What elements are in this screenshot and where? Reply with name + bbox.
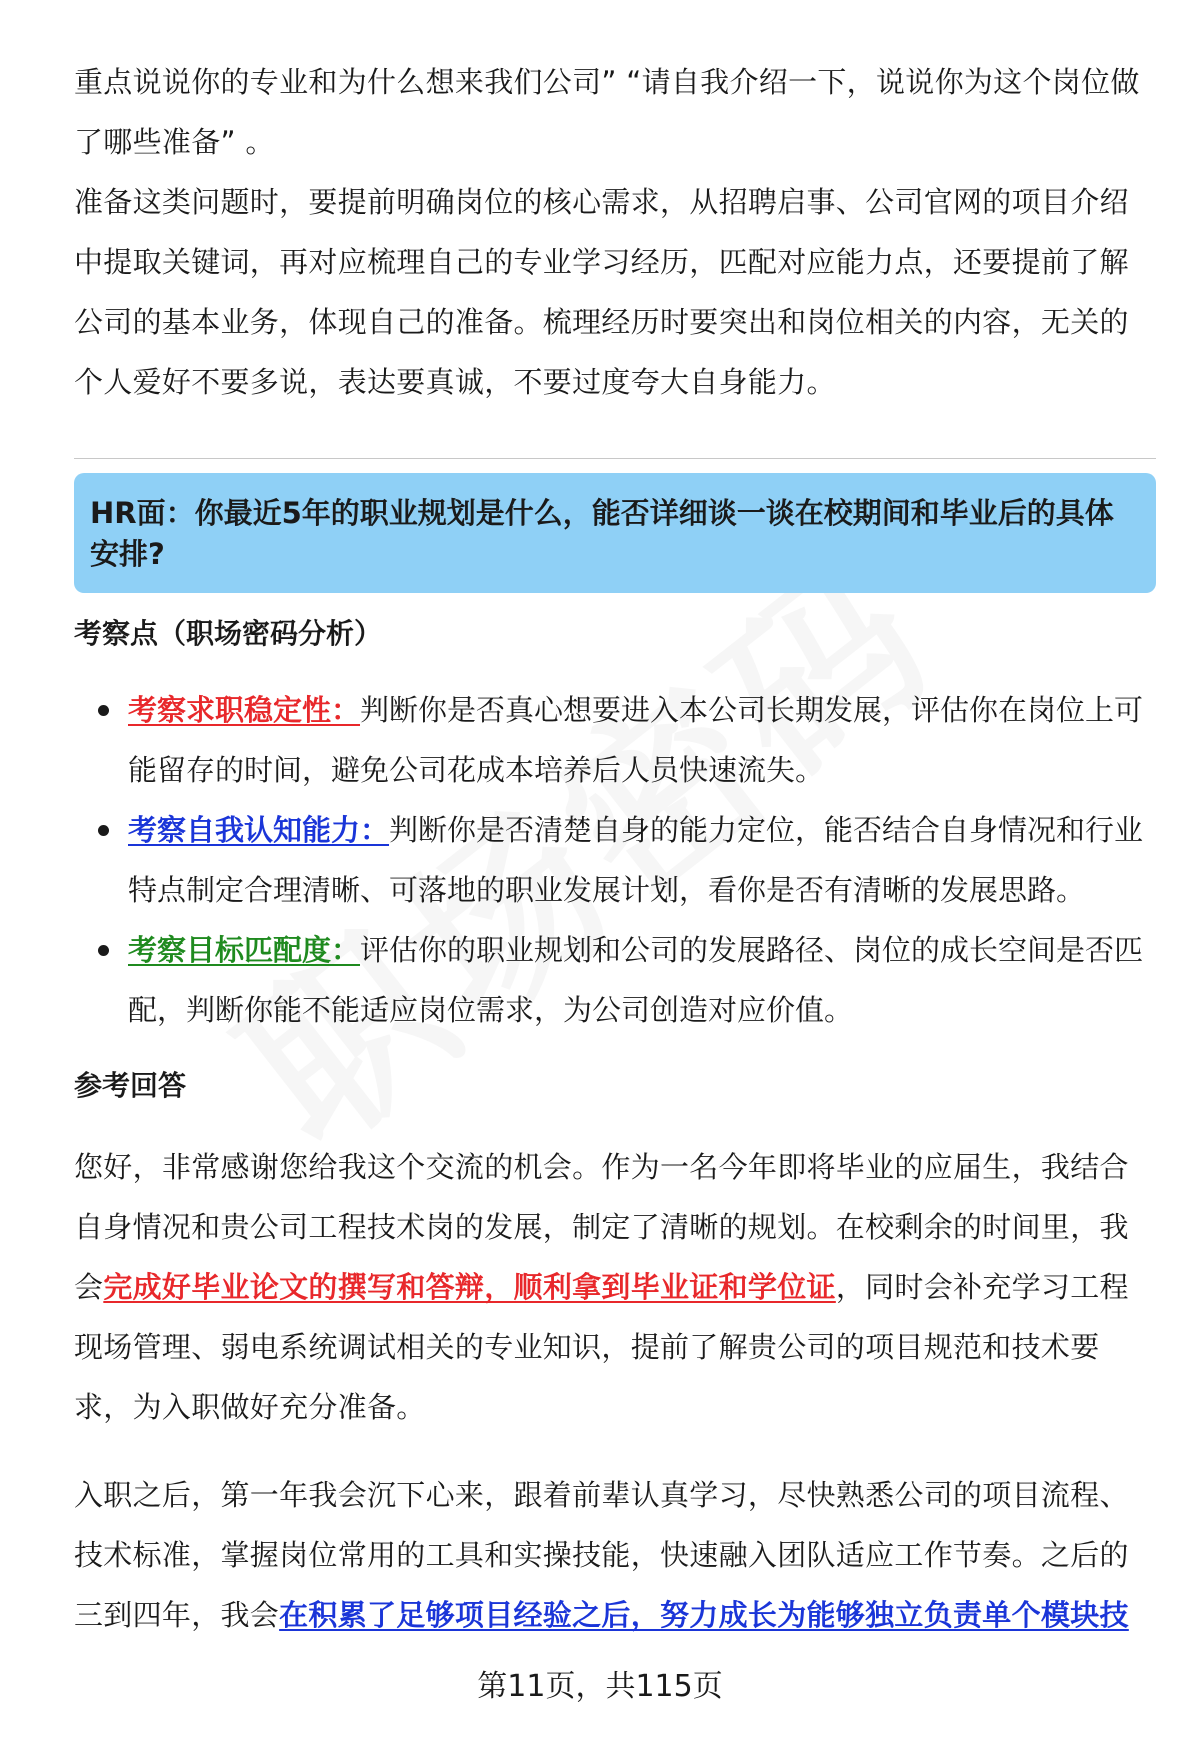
focus-item	[74, 920, 1154, 1040]
focus-text: 评估你的职业规划和公司的发展路径、岗位的成长空间是否匹配，判断你能不能适应岗位需求，为公司创造对应价值。	[128, 933, 1144, 1027]
question-box	[74, 473, 1156, 593]
question-text: HR面：你最近5年的职业规划是什么，能否详细谈一谈在校期间和毕业后的具体安排?	[90, 496, 1114, 571]
intro-paragraph-1: 重点说说你的专业和为什么想来我们公司” “请自我介绍一下，说说你为这个岗位做了哪些准备” 。	[74, 65, 1140, 159]
focus-text: 判断你是否真心想要进入本公司长期发展，评估你在岗位上可能留存的时间，避免公司花成本培养后人员快速流失。	[128, 693, 1144, 787]
answer-title: 参考回答	[74, 1069, 187, 1102]
focus-keyword: 考察目标匹配度：	[128, 933, 361, 967]
intro-paragraph-2: 准备这类问题时，要提前明确岗位的核心需求，从招聘启事、公司官网的项目介绍中提取关键词，再对应梳理自己的专业学习经历，匹配对应能力点，还要提前了解公司的基本业务，体现自己的准备。梳理经历时要突出和岗位相关的内容，无关的个人爱好不要多说，表达要真诚，不要过度夸大自身能力。	[74, 185, 1129, 399]
bullet-icon	[98, 945, 109, 956]
answer-highlight: 在积累了足够项目经验之后，努力成长为能够独立负责单个模块技	[279, 1598, 1129, 1632]
section-divider	[74, 458, 1156, 459]
focus-item	[74, 680, 1154, 800]
answer-paragraph-2	[74, 1465, 1154, 1645]
answer-paragraph-1	[74, 1137, 1154, 1437]
answer-text: 入职之后，第一年我会沉下心来，跟着前辈认真学习，尽快熟悉公司的项目流程、技术标准，掌握岗位常用的工具和实操技能，快速融入团队适应工作节奏。之后的三到四年，我会	[74, 1478, 1129, 1632]
focus-keyword: 考察求职稳定性：	[128, 693, 361, 727]
page-number: 第11页，共115页	[477, 1669, 723, 1704]
focus-item	[74, 800, 1154, 920]
bullet-icon	[98, 705, 109, 716]
focus-keyword: 考察自我认知能力：	[128, 813, 390, 847]
intro-section	[74, 52, 1154, 412]
answer-text: 您好，非常感谢您给我这个交流的机会。作为一名今年即将毕业的应届生，我结合自身情况和贵公司工程技术岗的发展，制定了清晰的规划。在校剩余的时间里，我会	[74, 1150, 1129, 1304]
answer-highlight: 完成好毕业论文的撰写和答辩，顺利拿到毕业证和学位证	[103, 1270, 836, 1304]
focus-list	[74, 680, 1154, 1040]
answer-text: ，同时会补充学习工程现场管理、弱电系统调试相关的专业知识，提前了解贵公司的项目规范和技术要求，为入职做好充分准备。	[74, 1270, 1129, 1424]
focus-title: 考察点（职场密码分析）	[74, 617, 383, 650]
focus-text: 判断你是否清楚自身的能力定位，能否结合自身情况和行业特点制定合理清晰、可落地的职业发展计划，看你是否有清晰的发展思路。	[128, 813, 1144, 907]
bullet-icon	[98, 825, 109, 836]
